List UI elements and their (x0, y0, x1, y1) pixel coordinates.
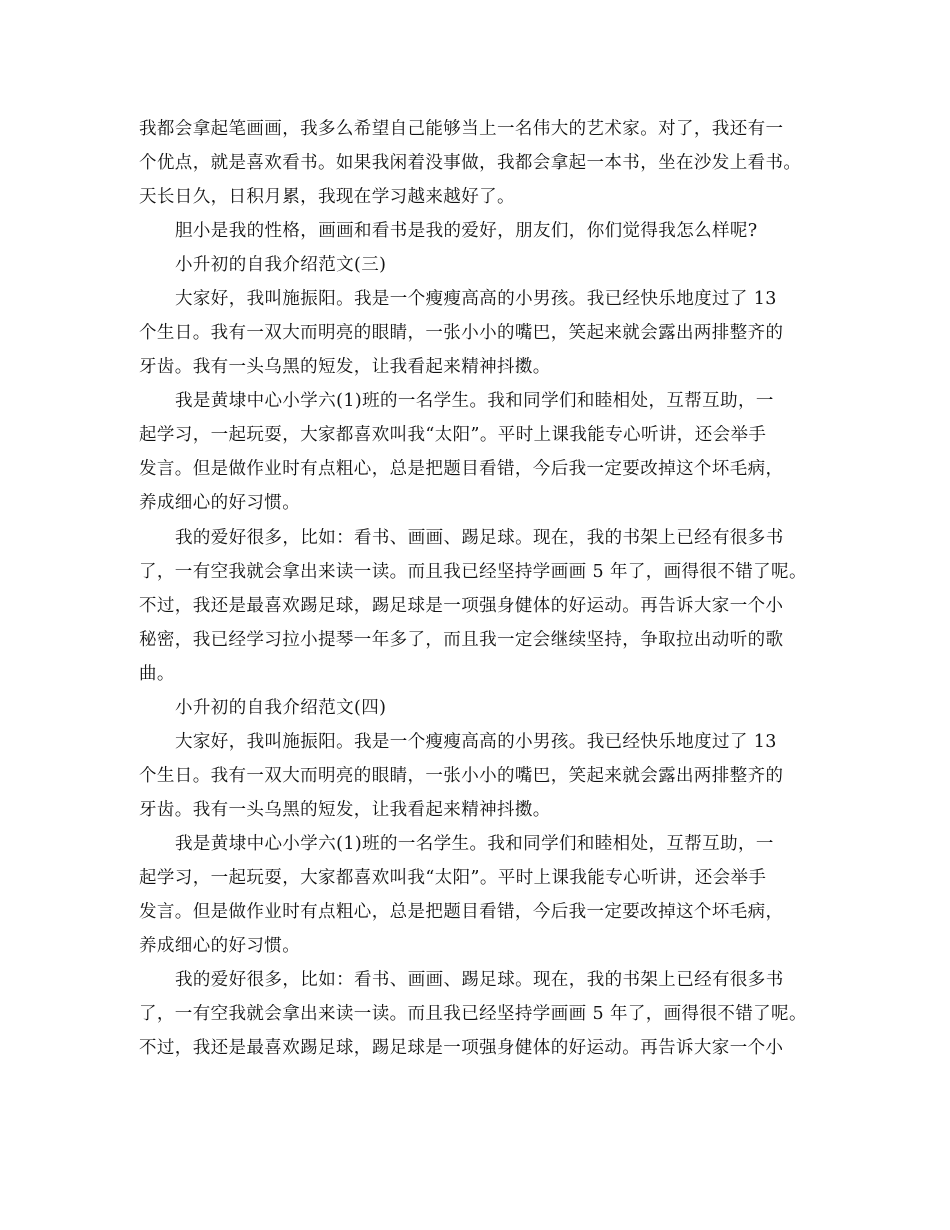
text-line: 养成细心的好习惯。 (139, 493, 301, 513)
paragraph-start: 我是黄埭中心小学六(1)班的一名学生。我和同学们和睦相处，互帮互助，一 (175, 391, 774, 411)
text-line: 个优点，就是喜欢看书。如果我闲着没事做，我都会拿起一本书，坐在沙发上看书。 (139, 153, 802, 173)
text-line: 牙齿。我有一头乌黑的短发，让我看起来精神抖擞。 (139, 357, 551, 377)
text-line: 起学习，一起玩耍，大家都喜欢叫我“太阳”。平时上课我能专心听讲，还会举手 (139, 868, 767, 888)
paragraph-start: 我的爱好很多，比如：看书、画画、踢足球。现在，我的书架上已经有很多书 (175, 528, 784, 548)
text-line: 发言。但是做作业时有点粗心，总是把题目看错，今后我一定要改掉这个坏毛病， (139, 902, 784, 922)
text-line: 了，一有空我就会拿出来读一读。而且我已经坚持学画画 5 年了，画得很不错了呢。 (139, 1004, 807, 1024)
text-line: 起学习，一起玩耍，大家都喜欢叫我“太阳”。平时上课我能专心听讲，还会举手 (139, 425, 767, 445)
text-line: 我都会拿起笔画画，我多么希望自己能够当上一名伟大的艺术家。对了，我还有一 (139, 119, 784, 139)
text-line: 发言。但是做作业时有点粗心，总是把题目看错，今后我一定要改掉这个坏毛病， (139, 459, 784, 479)
paragraph-start: 我是黄埭中心小学六(1)班的一名学生。我和同学们和睦相处，互帮互助，一 (175, 834, 774, 854)
text-line: 天长日久，日积月累，我现在学习越来越好了。 (139, 187, 515, 207)
text-line: 曲。 (139, 664, 175, 684)
text-line: 牙齿。我有一头乌黑的短发，让我看起来精神抖擞。 (139, 800, 551, 820)
section-heading: 小升初的自我介绍范文(四) (175, 698, 387, 718)
text-line: 不过，我还是最喜欢踢足球，踢足球是一项强身健体的好运动。再告诉大家一个小 (139, 1038, 784, 1058)
text-line: 个生日。我有一双大而明亮的眼睛，一张小小的嘴巴，笑起来就会露出两排整齐的 (139, 766, 784, 786)
paragraph-start: 胆小是我的性格，画画和看书是我的爱好，朋友们，你们觉得我怎么样呢? (175, 221, 758, 241)
section-heading: 小升初的自我介绍范文(三) (175, 255, 387, 275)
paragraph-start: 我的爱好很多，比如：看书、画画、踢足球。现在，我的书架上已经有很多书 (175, 970, 784, 990)
paragraph-start: 大家好，我叫施振阳。我是一个瘦瘦高高的小男孩。我已经快乐地度过了 13 (175, 732, 777, 752)
text-line: 秘密，我已经学习拉小提琴一年多了，而且我一定会继续坚持，争取拉出动听的歌 (139, 630, 784, 650)
text-line: 了，一有空我就会拿出来读一读。而且我已经坚持学画画 5 年了，画得很不错了呢。 (139, 562, 807, 582)
text-line: 不过，我还是最喜欢踢足球，踢足球是一项强身健体的好运动。再告诉大家一个小 (139, 596, 784, 616)
paragraph-start: 大家好，我叫施振阳。我是一个瘦瘦高高的小男孩。我已经快乐地度过了 13 (175, 289, 777, 309)
text-line: 个生日。我有一双大而明亮的眼睛，一张小小的嘴巴，笑起来就会露出两排整齐的 (139, 323, 784, 343)
text-line: 养成细心的好习惯。 (139, 936, 301, 956)
